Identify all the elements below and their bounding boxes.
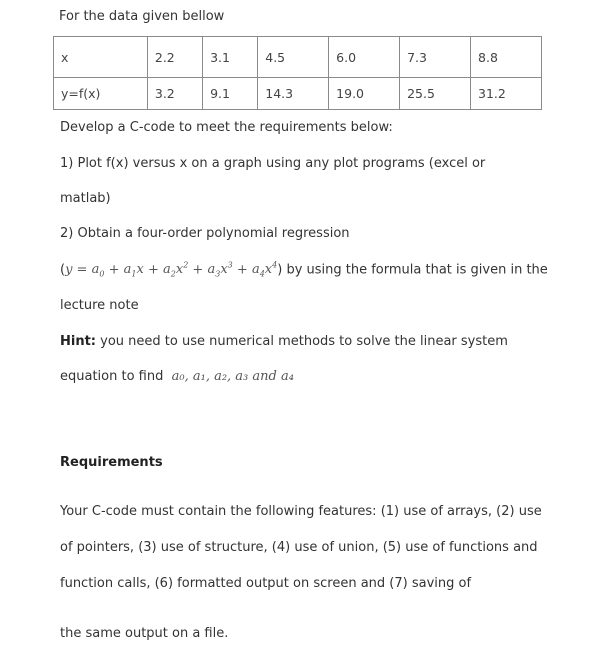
term-subscript: 2 — [170, 269, 176, 279]
term-subscript: 0 — [99, 269, 105, 279]
hint-text-2: equation to find — [60, 369, 164, 384]
hint-line1 — [60, 334, 508, 349]
table-cell: 7.3 — [400, 37, 471, 78]
item1-line2: matlab) — [60, 191, 111, 206]
formula-term — [124, 262, 144, 277]
table-cell: 2.2 — [147, 37, 202, 78]
term-coef: a — [91, 262, 100, 278]
term-exponent: 2 — [183, 261, 189, 270]
table-cell: 6.0 — [329, 37, 400, 78]
term-var: x — [136, 262, 144, 278]
hint-text: you need to use numerical methods to solve the linear system — [96, 334, 508, 349]
term-var: x — [264, 262, 273, 278]
formula-plus: + — [188, 262, 208, 278]
table-row-x — [54, 37, 542, 78]
formula-term — [92, 262, 105, 277]
term-var: x — [220, 262, 228, 278]
term-exponent: 4 — [272, 261, 278, 270]
term-subscript: 3 — [215, 269, 221, 279]
formula-line: $(y = a_0 + a_1x + a_2x^2 + a_3x^3 + a_4x^4)$ by using the formula that is given in the — [60, 261, 548, 279]
term-var: x — [175, 262, 184, 278]
task-intro: Develop a C-code to meet the requirements below: — [60, 120, 393, 135]
table-cell: 3.2 — [147, 78, 202, 110]
formula-term — [207, 262, 232, 277]
item1-line1: 1) Plot f(x) versus x on a graph using any plot programs (excel or — [60, 156, 486, 171]
term-subscript: 4 — [259, 269, 265, 279]
polynomial-formula — [65, 262, 277, 277]
table-cell: 9.1 — [203, 78, 258, 110]
row-label: x — [54, 37, 148, 78]
table-cell: 4.5 — [258, 37, 329, 78]
formula-term — [163, 262, 188, 277]
item2-line1: 2) Obtain a four-order polynomial regression — [60, 226, 350, 241]
term-coef: a — [123, 262, 132, 278]
req-line4: the same output on a file. — [60, 626, 229, 641]
formula-trailing-text: ) by using the formula that is given in the — [277, 262, 548, 278]
req-line3: function calls, (6) formatted output on screen and (7) saving of — [60, 576, 472, 591]
formula-plus: + — [143, 262, 163, 278]
req-line2: of pointers, (3) use of structure, (4) use of union, (5) use of functions and — [60, 540, 538, 555]
coefficients-list: a₀, a₁, a₂, a₃ and a₄ — [171, 369, 294, 384]
table-row-y — [54, 78, 542, 110]
table-cell: 31.2 — [471, 78, 542, 110]
term-subscript: 1 — [131, 269, 137, 279]
req-line1: Your C-code must contain the following features: (1) use of arrays, (2) use — [60, 504, 542, 519]
hint-line2 — [60, 369, 294, 384]
item2-line3: lecture note — [60, 298, 139, 313]
data-table — [53, 36, 542, 110]
term-coef: a — [163, 262, 171, 278]
formula-plus: + — [232, 262, 252, 278]
term-exponent: 3 — [227, 261, 233, 270]
intro-text: For the data given bellow — [59, 9, 225, 24]
table-cell: 3.1 — [203, 37, 258, 78]
term-coef: a — [251, 262, 260, 278]
table-cell: 25.5 — [400, 78, 471, 110]
table-cell: 19.0 — [329, 78, 400, 110]
table-cell: 14.3 — [258, 78, 329, 110]
term-coef: a — [207, 262, 216, 278]
formula-term — [252, 262, 277, 277]
formula-lhs: y = — [65, 262, 92, 278]
formula-plus: + — [104, 262, 124, 278]
requirements-heading: Requirements — [60, 455, 163, 470]
row-label: y=f(x) — [54, 78, 148, 110]
hint-label: Hint: — [60, 334, 97, 349]
table-cell: 8.8 — [471, 37, 542, 78]
